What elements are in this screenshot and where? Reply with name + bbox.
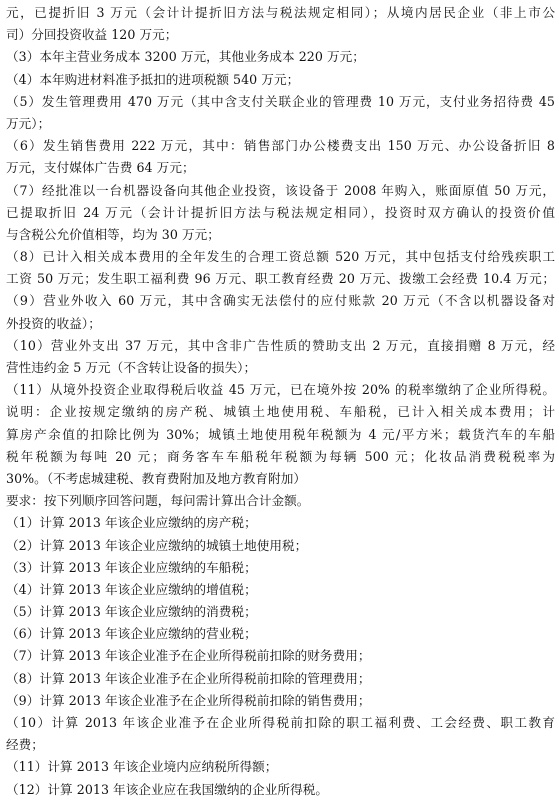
question-item: （6）计算 2013 年该企业应缴纳的营业税； [6,626,257,642]
text-line: 万元，支付媒体广告费 64 万元； [6,160,195,176]
text-line: 税年税额为每吨 20 元；商务客车车船税年税额为每辆 500 元；化妆品消费税税率为 [6,448,555,464]
text-line: 营性违约金 5 万元（不含转让设备的损失）； [6,360,257,375]
requirements-heading: 要求：按下列顺序回答问题，每问需计算出合计金额。 [6,493,310,509]
text-line: 工资 50 万元；发生职工福利费 96 万元、职工教育经费 20 万元、拨缴工会经费 10.4 万元； [6,271,555,287]
text-line: 已提取折旧 24 万元（会计计提折旧方法与税法规定相同），投资时双方确认的投资价值 [6,204,555,220]
text-line: （7）经批准以一台机器设备向其他企业投资，该设备于 2008 年购入，账面原值 50 万元， [6,182,555,198]
document-body [6,2,555,801]
text-line: 算房产余值的扣除比例为 30%；城镇土地使用税年税额为 4 元/平方米；载货汽车的车船 [6,426,555,442]
text-line: （9）营业外收入 60 万元，其中含确实无法偿付的应付账款 20 万元（不含以机器设备对 [6,293,555,309]
text-line: （4）本年购进材料准予抵扣的进项税额 540 万元； [6,71,300,87]
text-line: （11）从境外投资企业取得税后收益 45 万元，已在境外按 20% 的税率缴纳了企业所得税。 [6,382,555,398]
text-line: （10）营业外支出 37 万元，其中含非广告性质的赞助支出 2 万元，直接捐赠 8 万元，经 [6,337,555,353]
question-item: （3）计算 2013 年该企业应缴纳的车船税； [6,559,257,575]
text-line: 万元）； [6,115,51,131]
text-line: 说明：企业按规定缴纳的房产税、城镇土地使用税、车船税，已计入相关成本费用；计 [6,404,555,420]
text-line: （3）本年主营业务成本 3200 万元，其他业务成本 220 万元； [6,49,365,65]
question-item: （11）计算 2013 年该企业境内应纳税所得额； [6,759,278,775]
text-line: （6）发生销售费用 222 万元，其中：销售部门办公楼费支出 150 万元、办公设备折旧 8 [6,138,555,154]
text-line: 与含税公允价值相等，均为 30 万元； [6,226,220,242]
question-item: （4）计算 2013 年该企业应缴纳的增值税； [6,581,257,597]
question-item: （10）计算 2013 年该企业准予在企业所得税前扣除的职工福利费、工会经费、职工教育 [6,715,555,730]
question-item: （12）计算 2013 年该企业应在我国缴纳的企业所得税。 [6,781,328,797]
text-line: 元，已提折旧 3 万元（会计计提折旧方法与税法规定相同）；从境内居民企业（非上市公 [6,5,555,20]
question-item: （8）计算 2013 年该企业准予在企业所得税前扣除的管理费用； [6,670,371,686]
question-item: （1）计算 2013 年该企业应缴纳的房产税； [6,515,257,531]
text-line: 外投资的收益）； [6,315,101,331]
text-line: （5）发生管理费用 470 万元（其中含支付关联企业的管理费 10 万元，支付业务招待费 45 [6,93,555,109]
question-item: （9）计算 2013 年该企业准予在企业所得税前扣除的销售费用； [6,692,371,708]
question-item: （2）计算 2013 年该企业应缴纳的城镇土地使用税； [6,537,308,553]
text-line: 30%。（不考虑城建税、教育费附加及地方教育附加） [6,470,307,486]
question-item: （7）计算 2013 年该企业准予在企业所得税前扣除的财务费用； [6,648,371,664]
text-line: （8）已计入相关成本费用的全年发生的合理工资总额 520 万元，其中包括支付给残疾职工 [6,249,555,265]
question-item-continuation: 经费； [6,737,44,753]
question-item: （5）计算 2013 年该企业应缴纳的消费税； [6,604,257,620]
text-line: 司）分回投资收益 120 万元； [6,27,178,43]
